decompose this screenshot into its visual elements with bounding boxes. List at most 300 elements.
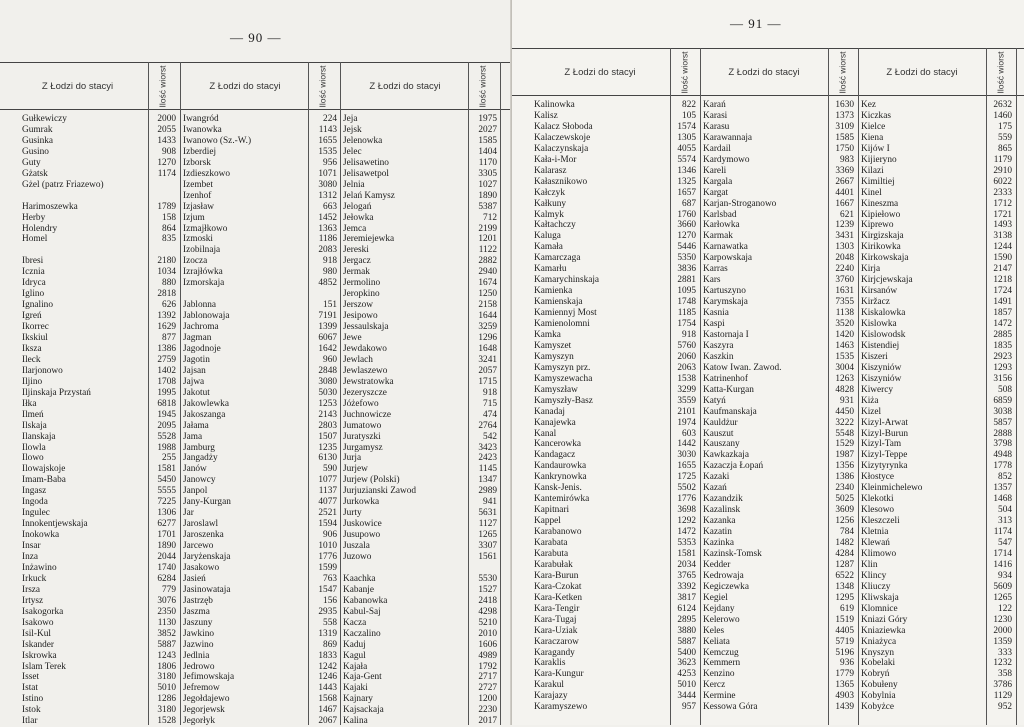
column-rule xyxy=(500,62,501,725)
station-name: Imam-Baba xyxy=(22,475,66,486)
table-row xyxy=(861,571,1014,582)
table-row xyxy=(183,245,338,256)
distance-value: 3180 xyxy=(157,672,176,683)
distance-value: 2067 xyxy=(318,716,337,727)
distance-value: 2885 xyxy=(993,329,1012,340)
distance-value: 1265 xyxy=(478,530,497,541)
table-row xyxy=(22,486,178,497)
station-name: Karasu xyxy=(703,121,730,132)
table-row xyxy=(22,443,178,454)
table-row xyxy=(22,136,178,147)
table-row xyxy=(861,210,1014,221)
table-row xyxy=(343,716,498,727)
distance-value: 2423 xyxy=(478,453,497,464)
table-row xyxy=(861,231,1014,242)
station-name: Kobelaki xyxy=(861,658,896,669)
table-row xyxy=(703,439,856,450)
station-name: Kizyl-Burun xyxy=(861,428,908,439)
distance-value: 1644 xyxy=(478,311,497,322)
table-row xyxy=(22,618,178,629)
distance-value: 5719 xyxy=(835,636,854,647)
station-name: Jelisawetpol xyxy=(343,168,389,179)
distance-value: 1778 xyxy=(993,461,1012,472)
table-row xyxy=(861,133,1014,144)
distance-value: 5887 xyxy=(677,636,696,647)
distance-value: 1077 xyxy=(318,475,337,486)
distance-value: 1200 xyxy=(478,694,497,705)
table-row xyxy=(343,541,498,552)
distance-value: 358 xyxy=(998,669,1012,680)
station-name: Kajnary xyxy=(343,694,373,705)
table-row xyxy=(343,355,498,366)
table-row xyxy=(343,366,498,377)
table-row xyxy=(343,497,498,508)
table-row xyxy=(183,672,338,683)
table-row xyxy=(703,330,856,341)
table-row xyxy=(861,286,1014,297)
table-row xyxy=(534,461,698,472)
table-row xyxy=(343,443,498,454)
station-name: Jaroslawl xyxy=(183,519,219,530)
distance-value: 1630 xyxy=(835,100,854,110)
station-name: Itlar xyxy=(22,716,38,727)
station-name: Kamarychinskaja xyxy=(534,275,600,286)
distance-value: 2759 xyxy=(157,354,176,365)
distance-value: 6818 xyxy=(157,398,176,409)
table-row xyxy=(534,418,698,429)
station-name: Kaufmanskaja xyxy=(703,406,757,417)
table-row xyxy=(534,593,698,604)
station-name: Igreń xyxy=(22,311,42,322)
table-row xyxy=(703,199,856,210)
distance-value: 1346 xyxy=(677,165,696,176)
distance-value: 175 xyxy=(998,121,1012,132)
table-row xyxy=(534,231,698,242)
header-from: Z Łodzi do stacyi xyxy=(41,80,114,92)
distance-value: 1306 xyxy=(157,508,176,519)
station-name: Kareli xyxy=(703,165,727,176)
station-name: Kardail xyxy=(703,143,731,154)
station-name: Kara-Kungur xyxy=(534,669,584,680)
table-row xyxy=(22,180,178,191)
station-name: Katta-Kurgan xyxy=(703,384,754,395)
distance-value: 5010 xyxy=(677,680,696,691)
distance-value: 1305 xyxy=(677,132,696,143)
table-row xyxy=(183,278,338,289)
table-row xyxy=(703,352,856,363)
table-row xyxy=(703,220,856,231)
station-table xyxy=(0,62,512,725)
distance-value: 6067 xyxy=(318,333,337,343)
distance-value: 2881 xyxy=(677,275,696,286)
distance-value: 1127 xyxy=(478,519,497,530)
station-name: Ilanskaja xyxy=(22,431,56,442)
table-row xyxy=(861,407,1014,418)
distance-value: 1286 xyxy=(157,694,176,705)
distance-value: 590 xyxy=(323,464,337,475)
distance-value: 3080 xyxy=(318,179,337,190)
station-name: Kobryń xyxy=(861,669,890,680)
station-name: Jajsan xyxy=(183,365,206,376)
distance-value: 5502 xyxy=(677,483,696,494)
station-name: Kislowka xyxy=(861,319,897,329)
table-row xyxy=(183,541,338,552)
station-name: Kedrowaja xyxy=(703,570,744,581)
table-row xyxy=(183,344,338,355)
station-name: Jereski xyxy=(343,245,369,256)
table-row xyxy=(703,494,856,505)
table-row xyxy=(703,396,856,407)
distance-value: 1776 xyxy=(318,552,337,562)
station-name: Jelań Kamysz xyxy=(343,190,395,201)
distance-value: 1270 xyxy=(677,231,696,242)
distance-value: 1648 xyxy=(478,343,497,354)
station-name: Karabułak xyxy=(534,559,573,570)
distance-value: 2333 xyxy=(993,187,1012,198)
table-row xyxy=(861,450,1014,461)
distance-value: 4903 xyxy=(835,691,854,702)
distance-value: 1776 xyxy=(677,494,696,505)
station-name: Jakoszanga xyxy=(183,409,226,420)
station-name: Kasnia xyxy=(703,308,729,319)
table-row xyxy=(183,432,338,443)
station-name: Kamienskaja xyxy=(534,297,583,308)
table-row xyxy=(703,188,856,199)
station-name: Idryca xyxy=(22,278,46,289)
station-name: Klimowo xyxy=(861,548,897,559)
distance-value: 1754 xyxy=(677,319,696,329)
distance-value: 1452 xyxy=(318,212,337,223)
distance-value: 1348 xyxy=(835,581,854,592)
station-name: Iwanowo (Sz.-W.) xyxy=(183,135,252,146)
table-row xyxy=(22,563,178,574)
table-row xyxy=(703,363,856,374)
station-name: Irkuck xyxy=(22,573,47,584)
distance-value: 105 xyxy=(682,110,696,121)
station-name: Kazaki xyxy=(703,472,730,483)
distance-value: 1806 xyxy=(157,661,176,672)
table-row xyxy=(343,421,498,432)
table-row xyxy=(534,166,698,177)
distance-value: 3080 xyxy=(318,376,337,387)
distance-value: 1071 xyxy=(318,168,337,179)
distance-value: 3609 xyxy=(835,505,854,516)
table-row xyxy=(343,234,498,245)
distance-value: 5010 xyxy=(157,683,176,694)
distance-value: 1529 xyxy=(835,439,854,450)
station-name: Klomnice xyxy=(861,603,898,614)
distance-value: 1416 xyxy=(993,559,1012,570)
table-row xyxy=(534,188,698,199)
table-row xyxy=(183,311,338,322)
distance-value: 1528 xyxy=(157,716,176,727)
table-row xyxy=(343,410,498,421)
header-from: Z Łodzi do stacyi xyxy=(728,66,800,78)
station-name: Jałama xyxy=(183,420,209,431)
table-row xyxy=(183,421,338,432)
station-name: Kizyl-Teppe xyxy=(861,450,908,461)
distance-value: 1667 xyxy=(835,198,854,209)
station-name: Jermolino xyxy=(343,278,381,289)
table-row xyxy=(183,289,338,300)
station-name: Kara-Burun xyxy=(534,570,579,581)
station-name: Ibresi xyxy=(22,256,44,267)
table-row xyxy=(183,705,338,716)
table-row xyxy=(703,472,856,483)
table-row xyxy=(343,213,498,224)
table-row xyxy=(343,651,498,662)
distance-value: 1201 xyxy=(478,234,497,245)
table-row xyxy=(22,705,178,716)
distance-value: 1312 xyxy=(318,190,337,201)
station-name: Innokentjewskaja xyxy=(22,519,88,530)
distance-value: 4405 xyxy=(835,625,854,636)
distance-value: 3180 xyxy=(157,705,176,716)
table-row xyxy=(343,300,498,311)
table-row xyxy=(534,691,698,702)
station-name: Kartuszyno xyxy=(703,286,746,297)
station-name: Holendry xyxy=(22,223,58,234)
table-row xyxy=(343,672,498,683)
distance-value: 1568 xyxy=(318,694,337,705)
station-name: Kemmern xyxy=(703,658,741,669)
distance-value: 626 xyxy=(162,300,176,311)
table-row xyxy=(22,541,178,552)
table-row xyxy=(22,421,178,432)
table-row xyxy=(183,585,338,596)
table-row xyxy=(183,563,338,574)
distance-value: 3559 xyxy=(677,395,696,406)
distance-value: 5210 xyxy=(478,617,497,628)
table-row xyxy=(703,122,856,133)
distance-value: 1319 xyxy=(318,628,337,639)
station-name: Kniażyca xyxy=(861,636,897,647)
station-name: Jewstratowka xyxy=(343,376,394,387)
station-name: Kamała xyxy=(534,242,563,253)
table-row xyxy=(703,615,856,626)
station-name: Kaszyra xyxy=(703,340,734,351)
distance-value: 906 xyxy=(323,530,337,541)
station-name: Kamyszet xyxy=(534,340,572,351)
table-row xyxy=(534,680,698,691)
table-row xyxy=(861,220,1014,231)
table-row xyxy=(861,615,1014,626)
station-name: Jusupowo xyxy=(343,530,381,541)
table-row xyxy=(861,516,1014,527)
distance-value: 5530 xyxy=(478,573,497,584)
station-name: Kijieryno xyxy=(861,154,897,165)
station-name: Kleszczeli xyxy=(861,516,900,527)
station-name: Jastrzęb xyxy=(183,595,213,606)
table-row xyxy=(861,680,1014,691)
station-name: Karlsbad xyxy=(703,209,737,220)
table-row xyxy=(703,144,856,155)
station-name: Ilowajskoje xyxy=(22,464,66,475)
distance-value: 6277 xyxy=(157,519,176,530)
distance-value: 1357 xyxy=(993,483,1012,494)
table-row xyxy=(534,483,698,494)
station-name: Ingasz xyxy=(22,486,47,497)
station-name: Kislowodsk xyxy=(861,329,906,340)
table-row xyxy=(534,199,698,210)
distance-value: 1945 xyxy=(157,409,176,420)
table-row xyxy=(22,311,178,322)
table-row xyxy=(534,144,698,155)
distance-value: 1988 xyxy=(157,442,176,453)
station-name: Kelerowo xyxy=(703,614,740,625)
distance-value: 763 xyxy=(323,573,337,584)
table-row xyxy=(183,191,338,202)
table-row xyxy=(22,125,178,136)
station-name: Kedder xyxy=(703,559,731,570)
station-name: Jagman xyxy=(183,333,212,343)
station-name: Karjan-Stroganowo xyxy=(703,198,777,209)
distance-value: 869 xyxy=(323,639,337,650)
distance-value: 980 xyxy=(323,267,337,278)
distance-value: 1373 xyxy=(835,110,854,121)
table-row xyxy=(22,432,178,443)
station-name: Jeropkino xyxy=(343,289,380,300)
station-name: Kabul-Saj xyxy=(343,606,381,617)
table-row xyxy=(703,210,856,221)
station-name: Jurja xyxy=(343,453,362,464)
station-name: Kenzino xyxy=(703,669,735,680)
table-row xyxy=(703,231,856,242)
station-name: Kabanje xyxy=(343,584,374,595)
distance-value: 1179 xyxy=(993,154,1012,165)
station-name: Jezeryszcze xyxy=(343,387,387,398)
distance-value: 1629 xyxy=(157,322,176,333)
table-row xyxy=(343,202,498,213)
distance-value: 2727 xyxy=(478,683,497,694)
station-name: Jany-Kurgan xyxy=(183,497,231,508)
distance-value: 1493 xyxy=(993,220,1012,231)
station-name: Iksza xyxy=(22,343,42,354)
station-name: Iwanowka xyxy=(183,124,222,135)
page-number: — 91 — xyxy=(730,16,782,31)
table-row xyxy=(22,114,178,125)
table-row xyxy=(861,418,1014,429)
distance-value: 1708 xyxy=(157,376,176,387)
table-row xyxy=(703,155,856,166)
table-row xyxy=(22,289,178,300)
station-name: Kaspi xyxy=(703,319,725,329)
table-row xyxy=(534,582,698,593)
distance-value: 3307 xyxy=(478,541,497,552)
table-row xyxy=(22,662,178,673)
station-name: Kanal xyxy=(534,428,557,439)
distance-value: 1833 xyxy=(318,650,337,661)
distance-value: 1386 xyxy=(835,472,854,483)
station-name: Karabuta xyxy=(534,548,569,559)
distance-value: 2923 xyxy=(993,351,1012,362)
station-name: Ilowla xyxy=(22,442,46,453)
station-name: Jaroszenka xyxy=(183,530,224,541)
table-row xyxy=(861,538,1014,549)
distance-value: 3259 xyxy=(478,322,497,333)
table-row xyxy=(343,705,498,716)
distance-value: 3623 xyxy=(677,658,696,669)
table-row xyxy=(183,486,338,497)
station-name: Kaja-Gent xyxy=(343,672,382,683)
table-row xyxy=(861,188,1014,199)
table-row xyxy=(534,549,698,560)
distance-value: 1242 xyxy=(318,661,337,672)
table-row xyxy=(534,626,698,637)
station-name: Kobyżce xyxy=(861,702,895,713)
station-name: Jajwa xyxy=(183,376,205,387)
table-row xyxy=(861,385,1014,396)
station-name: Kauszut xyxy=(703,428,734,439)
station-name: Kazań xyxy=(703,483,727,494)
distance-value: 1606 xyxy=(478,639,497,650)
column-rule xyxy=(1016,48,1017,725)
table-row xyxy=(183,136,338,147)
table-row xyxy=(703,648,856,659)
distance-value: 2000 xyxy=(993,625,1012,636)
header-from: Z Łodzi do stacyi xyxy=(369,80,441,92)
station-name: Kiczkas xyxy=(861,110,891,121)
station-name: Herby xyxy=(22,212,46,223)
station-name: Kamienolomni xyxy=(534,319,590,329)
table-row xyxy=(22,333,178,344)
table-row xyxy=(183,596,338,607)
station-name: Gżel (patrz Friazewo) xyxy=(22,179,104,190)
distance-value: 2418 xyxy=(478,595,497,606)
table-row xyxy=(22,388,178,399)
station-name: Karabanowo xyxy=(534,527,582,538)
table-row xyxy=(183,453,338,464)
distance-value: 1130 xyxy=(157,617,176,628)
station-name: Jegorjewsk xyxy=(183,705,225,716)
distance-value: 1027 xyxy=(478,179,497,190)
table-row xyxy=(534,100,698,111)
station-name: Kała-i-Mor xyxy=(534,154,577,165)
table-row xyxy=(343,596,498,607)
distance-value: 1263 xyxy=(835,373,854,384)
table-row xyxy=(343,388,498,399)
table-row xyxy=(183,629,338,640)
table-row xyxy=(703,450,856,461)
station-name: Karakul xyxy=(534,680,564,691)
distance-value: 4298 xyxy=(478,606,497,617)
station-name: Isakogorka xyxy=(22,606,64,617)
station-name: Istok xyxy=(22,705,41,716)
distance-value: 956 xyxy=(323,157,337,168)
distance-value: 1402 xyxy=(157,365,176,376)
distance-value: 1594 xyxy=(318,519,337,530)
distance-value: 1296 xyxy=(478,333,497,343)
station-name: Ilskaja xyxy=(22,420,47,431)
table-row xyxy=(861,341,1014,352)
table-row xyxy=(183,475,338,486)
station-name: Kiržacz xyxy=(861,297,890,308)
table-row xyxy=(534,177,698,188)
distance-value: 1230 xyxy=(993,614,1012,625)
table-row xyxy=(861,560,1014,571)
station-name: Jawkino xyxy=(183,628,214,639)
station-name: Jelenowka xyxy=(343,135,383,146)
distance-value: 1974 xyxy=(677,417,696,428)
table-row xyxy=(861,122,1014,133)
table-row xyxy=(343,333,498,344)
station-name: Kajsackaja xyxy=(343,705,384,716)
station-name: Kabanowka xyxy=(343,595,388,606)
station-name: Jedlnia xyxy=(183,650,210,661)
table-row xyxy=(703,407,856,418)
distance-value: 1657 xyxy=(677,187,696,198)
table-row xyxy=(183,683,338,694)
